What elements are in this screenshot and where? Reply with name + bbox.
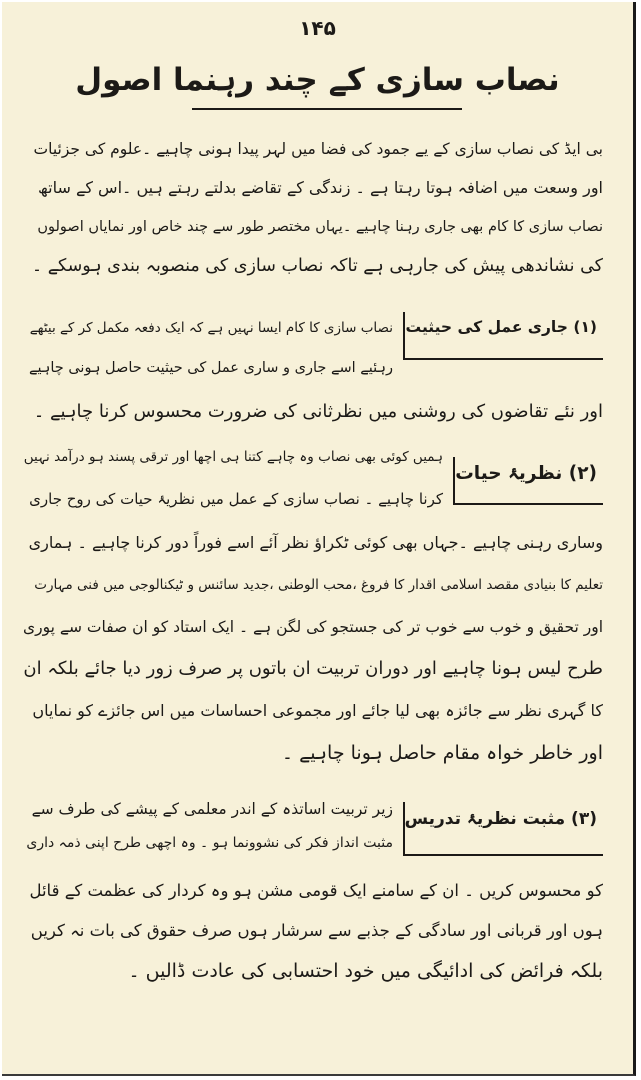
section-line: اور خاطر خواہ مقام حاصل ہونا چاہیے ۔ (281, 742, 603, 764)
section-heading-1 (403, 312, 603, 360)
section-line: زیر تربیت اساتذہ کے اندر معلمی کے پیشے کی طرف سے (31, 800, 393, 818)
page-title: نصاب سازی کے چند رہنما اصول (75, 62, 560, 98)
section-number: (۲) (568, 463, 597, 484)
section-number: (۳) (571, 809, 597, 829)
book-page (2, 2, 636, 1076)
section-line: طرح لیس ہونا چاہیے اور دوران تربیت ان باتوں پر صرف زور دیا جائے بلکہ ان (23, 658, 603, 679)
section-line: کو محسوس کریں ۔ ان کے سامنے ایک قومی مشن ہو وہ کردار کی عظمت کے قائل (29, 881, 603, 900)
section-line: اور تحقیق و خوب سے خوب تر کی جستجو کی لگن ہے ۔ ایک استاد کو ان صفات سے پوری (23, 618, 603, 636)
section-line: مثبت انداز فکر کی نشوونما ہو ۔ وہ اچھی طرح اپنی ذمہ داری (26, 835, 393, 851)
intro-line: کی نشاندھی پیش کی جارہی ہے تاکہ نصاب سازی کی منصوبہ بندی ہوسکے ۔ (31, 256, 603, 276)
section-line: کا گہری نظر سے جائزہ بھی لیا جائے اور مجموعی احساسات میں اس جائزے کو نمایاں (32, 701, 603, 720)
section-line: رہئیے اسے جاری و ساری عمل کی حیثیت حاصل ہونی چاہیے (28, 360, 393, 376)
section-line: اور نئے تقاضوں کی روشنی میں نظرثانی کی ضرورت محسوس کرنا چاہیے ۔ (33, 401, 603, 422)
section-line: ہمیں کوئی بھی نصاب وہ چاہے کتنا ہی اچھا اور ترقی پسند ہو درآمد نہیں (23, 449, 443, 465)
section-heading-text: جاری عمل کی حیثیت (405, 318, 568, 336)
section-line: وساری رہنی چاہیے ۔جہاں بھی کوئی ٹکراؤ نظر آئے اسے فوراً دور کرنا چاہیے ۔ ہماری (28, 533, 603, 552)
section-line: تعلیم کا بنیادی مقصد اسلامی اقدار کا فروغ ،محب الوطنی ،جدید سائنس و ٹیکنالوجی میں فنی مہارت (34, 577, 603, 593)
section-heading-3 (403, 802, 603, 856)
title-underline (192, 108, 462, 110)
section-line: نصاب سازی کا کام ایسا نہیں ہے کہ ایک دفعہ مکمل کر کے بیٹھے (29, 320, 393, 336)
section-heading-text: نظریۂ حیات (455, 463, 563, 484)
section-line: کرنا چاہیے ۔ نصاب سازی کے عمل میں نظریۂ حیات کی روح جاری (29, 490, 443, 508)
section-number: (۱) (573, 318, 597, 336)
intro-line: نصاب سازی کا کام بھی جاری رہنا چاہیے ۔یہاں مختصر طور سے چند خاص اور نمایاں اصولوں (37, 219, 603, 235)
section-heading-text: مثبت نظریۂ تدریس (404, 809, 566, 829)
page-number: ۱۴۵ (299, 16, 336, 40)
section-heading-2 (453, 457, 603, 505)
intro-line: اور وسعت میں اضافہ ہوتا رہتا ہے ۔ زندگی کے تقاضے بدلتے رہتے ہیں ۔اس کے ساتھ (38, 178, 603, 197)
section-line: بلکہ فرائض کی ادائیگی میں خود احتسابی کی عادت ڈالیں ۔ (128, 960, 603, 982)
section-line: ہوں اور قربانی اور سادگی کے جذبے سے سرشار ہوں صرف حقوق کی بات نہ کریں (30, 921, 603, 940)
intro-line: بی ایڈ کی نصاب سازی کے یے جمود کی فضا میں لہر پیدا ہونی چاہیے ۔علوم کی جزئیات (33, 140, 603, 158)
